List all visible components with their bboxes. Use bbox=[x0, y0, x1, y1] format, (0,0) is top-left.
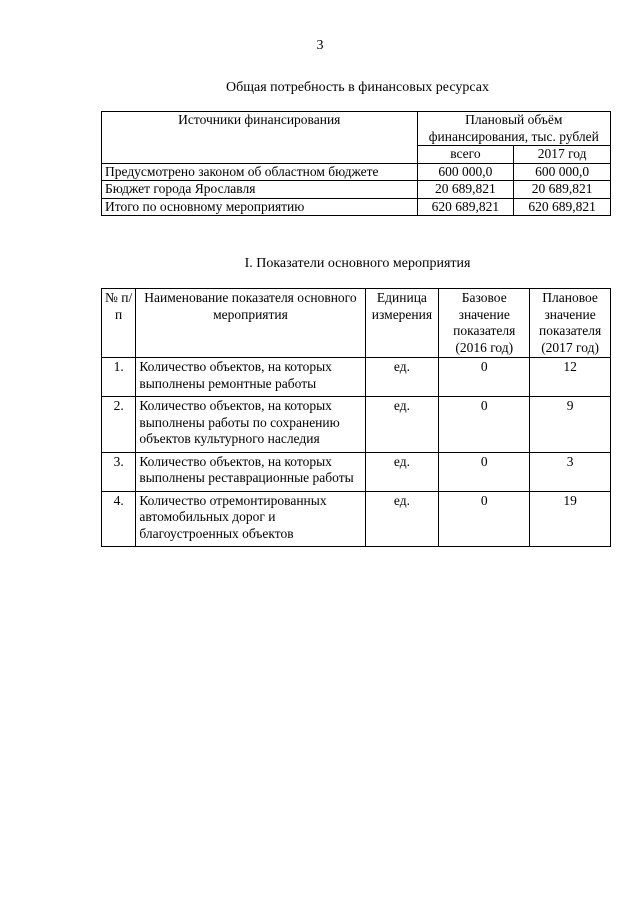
row-total: 600 000,0 bbox=[417, 163, 514, 181]
table-row bbox=[102, 491, 611, 547]
finance-table bbox=[101, 111, 611, 216]
row-plan: 12 bbox=[530, 358, 611, 397]
row-plan: 19 bbox=[530, 491, 611, 547]
row-name: Количество объектов, на которых выполнены ремонтные работы bbox=[136, 358, 365, 397]
row-num: 4. bbox=[102, 491, 136, 547]
row-base: 0 bbox=[439, 491, 530, 547]
row-year: 600 000,0 bbox=[514, 163, 611, 181]
page-number: 3 bbox=[316, 38, 324, 53]
row-total: 20 689,821 bbox=[417, 181, 514, 199]
header-planned: Плановый объём финансирования, тыс. рублей bbox=[417, 112, 610, 146]
row-plan: 9 bbox=[530, 397, 611, 453]
row-source: Предусмотрено законом об областном бюджете bbox=[102, 163, 418, 181]
row-num: 2. bbox=[102, 397, 136, 453]
row-source: Итого по основному мероприятию bbox=[102, 198, 418, 216]
row-total: 620 689,821 bbox=[417, 198, 514, 216]
row-num: 1. bbox=[102, 358, 136, 397]
row-unit: ед. bbox=[365, 397, 439, 453]
table-row bbox=[102, 452, 611, 491]
header-num: № п/п bbox=[102, 289, 136, 358]
header-total: всего bbox=[417, 146, 514, 164]
row-name: Количество объектов, на которых выполнены реставрационные работы bbox=[136, 452, 365, 491]
header-year: 2017 год bbox=[514, 146, 611, 164]
row-name: Количество отремонтированных автомобильных дорог и благоустроенных объектов bbox=[136, 491, 365, 547]
table-row bbox=[102, 163, 611, 181]
row-base: 0 bbox=[439, 452, 530, 491]
header-plan: Плановое значение показателя (2017 год) bbox=[530, 289, 611, 358]
row-year: 620 689,821 bbox=[514, 198, 611, 216]
table-row bbox=[102, 198, 611, 216]
row-unit: ед. bbox=[365, 358, 439, 397]
row-name: Количество объектов, на которых выполнены работы по сохранению объектов культурного наследия bbox=[136, 397, 365, 453]
table-row bbox=[102, 397, 611, 453]
indicators-header-row bbox=[102, 289, 611, 358]
table-row bbox=[102, 181, 611, 199]
row-base: 0 bbox=[439, 358, 530, 397]
row-num: 3. bbox=[102, 452, 136, 491]
row-year: 20 689,821 bbox=[514, 181, 611, 199]
table-row bbox=[102, 358, 611, 397]
header-unit: Единица измерения bbox=[365, 289, 439, 358]
row-unit: ед. bbox=[365, 452, 439, 491]
row-source: Бюджет города Ярославля bbox=[102, 181, 418, 199]
row-unit: ед. bbox=[365, 491, 439, 547]
row-plan: 3 bbox=[530, 452, 611, 491]
indicators-table-title: I. Показатели основного мероприятия bbox=[244, 256, 471, 271]
finance-table-title: Общая потребность в финансовых ресурсах bbox=[226, 80, 489, 95]
row-base: 0 bbox=[439, 397, 530, 453]
header-source: Источники финансирования bbox=[102, 112, 418, 164]
header-name: Наименование показателя основного мероприятия bbox=[136, 289, 365, 358]
finance-header-row bbox=[102, 112, 611, 146]
indicators-table bbox=[101, 288, 611, 547]
header-base: Базовое значение показателя (2016 год) bbox=[439, 289, 530, 358]
